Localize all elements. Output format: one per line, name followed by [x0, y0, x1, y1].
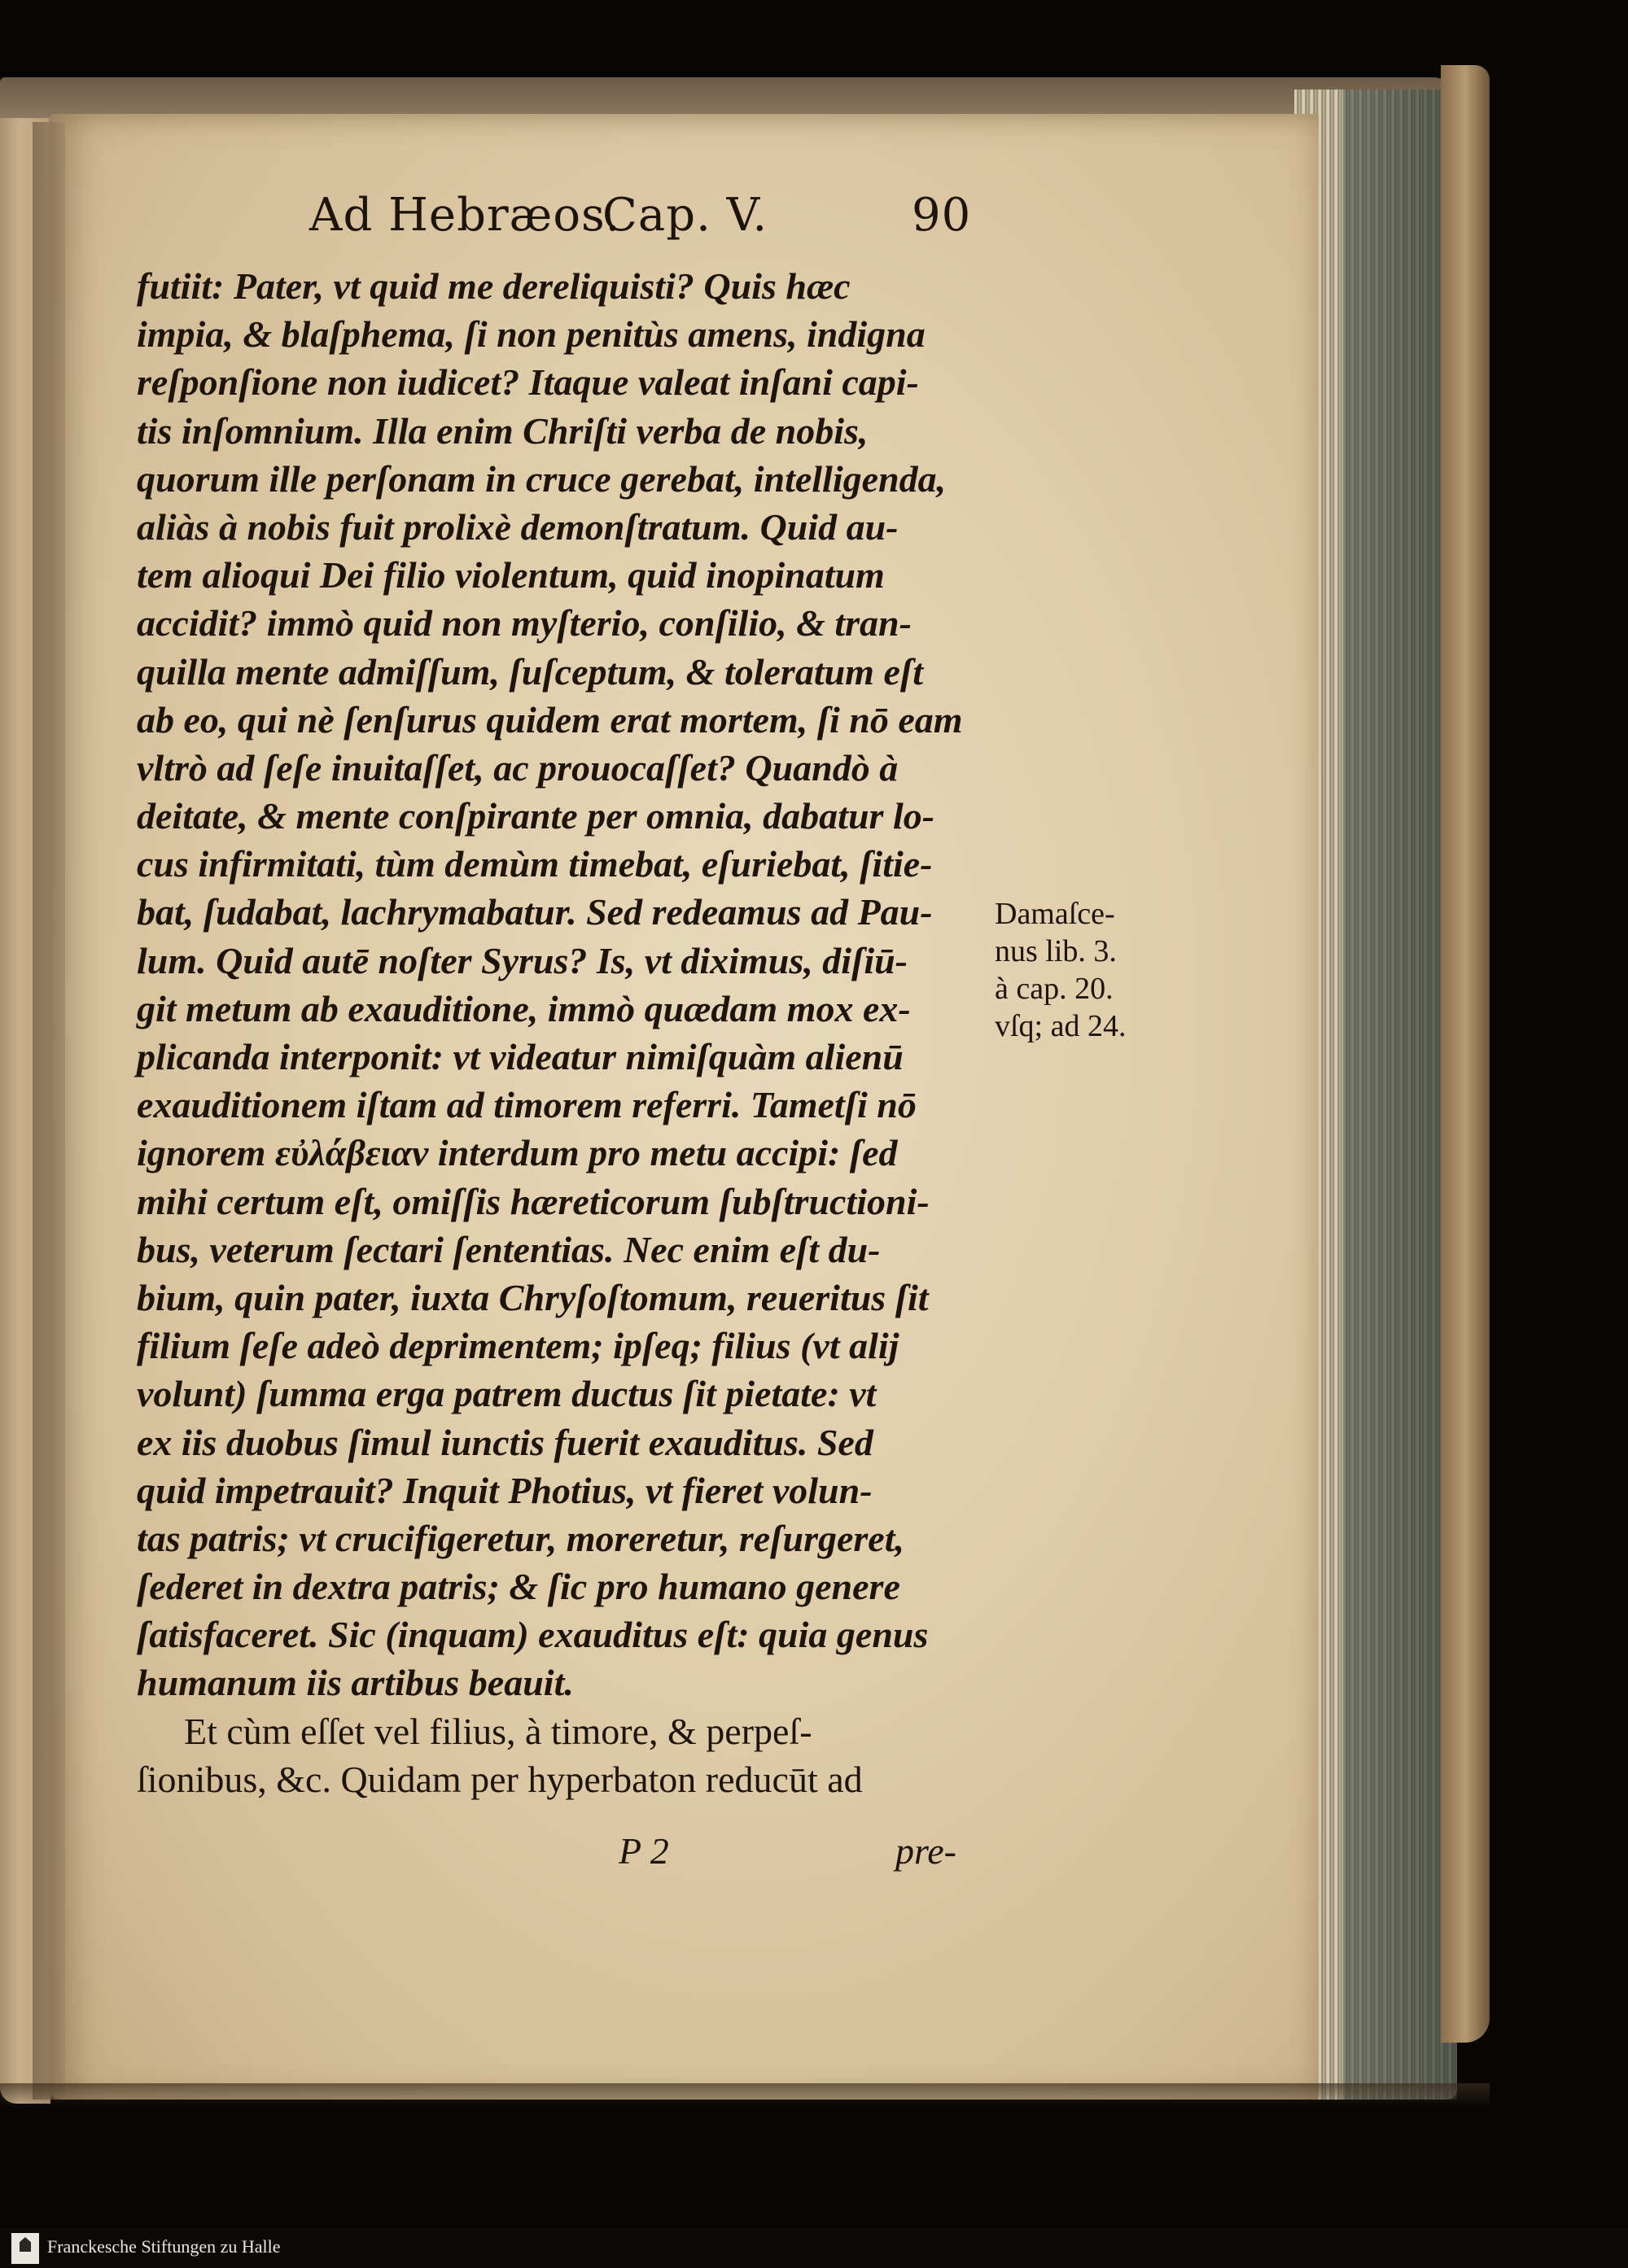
text-line: ſatisfaceret. Sic (inquam) exauditus eſt: quia genus [137, 1614, 929, 1656]
running-head-chapter: Cap. V. [602, 189, 768, 242]
margin-note-line: vſq; ad 24. [995, 1009, 1127, 1043]
text-line: exauditionem iſtam ad timorem referri. Tametſi nō [137, 1084, 917, 1126]
text-line: filium ſeſe adeò deprimentem; ipſeq; filius (vt alij [137, 1325, 899, 1367]
text-line: bat, ſudabat, lachrymabatur. Sed redeamus ad Pau- [137, 891, 933, 933]
text-line: git metum ab exauditione, immò quædam mox ex- [137, 987, 911, 1029]
text-line: accidit? immò quid non myſterio, conſilio, & tran- [137, 602, 912, 645]
running-head [309, 189, 993, 246]
text-line: impia, & blaſphema, ſi non penitùs amens, indigna [137, 313, 926, 356]
page-number: 90 [912, 189, 972, 242]
page-gutter [33, 122, 65, 2100]
text-line: volunt) ſumma erga patrem ductus ſit pietate: vt [137, 1373, 877, 1415]
text-line: reſponſione non iudicet? Itaque valeat inſani capi- [137, 361, 919, 404]
text-line: humanum iis artibus beauit. [137, 1662, 574, 1704]
text-line: tis inſomnium. Illa enim Chriſti verba de nobis, [137, 409, 869, 452]
body-text [137, 262, 983, 1803]
margin-note-line: à cap. 20. [995, 972, 1114, 1006]
margin-note [995, 895, 1174, 1045]
text-line: vltrò ad ſeſe inuitaſſet, ac prouocaſſet? Quandò à [137, 746, 899, 789]
text-line: bus, veterum ſectari ſententias. Nec enim eſt du- [137, 1228, 881, 1270]
text-line: ex iis duobus ſimul iunctis fuerit exauditus. Sed [137, 1421, 873, 1463]
text-line: ab eo, qui nè ſenſurus quidem erat mortem, ſi nō eam [137, 698, 963, 741]
text-line: futiit: Pater, vt quid me dereliquisti? Quis hæc [137, 265, 851, 307]
text-line: Et cùm eſſet vel filius, à timore, & perpeſ- [184, 1710, 812, 1752]
text-line: quid impetrauit? Inquit Photius, vt fieret volun- [137, 1469, 873, 1511]
text-line: ignorem εὐλάβειαν interdum pro metu accipi: ſed [137, 1132, 898, 1174]
text-line: plicanda interponit: vt videatur nimiſquàm alienū [137, 1036, 904, 1077]
text-line: aliàs à nobis fuit prolixè demonſtratum. Quid au- [137, 505, 899, 548]
margin-note-line: nus lib. 3. [995, 934, 1117, 968]
text-line: mihi certum eſt, omiſſis hæreticorum ſubſtructioni- [137, 1180, 930, 1222]
page-fore-edge [1294, 90, 1457, 2100]
text-line: quorum ille perſonam in cruce gerebat, intelligenda, [137, 457, 947, 500]
footer-bar [0, 2228, 1628, 2268]
text-line: cus infirmitati, tùm demùm timebat, eſuriebat, ſitie- [137, 843, 933, 885]
institution-logo-icon [11, 2233, 39, 2264]
text-line: bium, quin pater, iuxta Chryſoſtomum, reueritus ſit [137, 1276, 929, 1318]
margin-note-line: Damaſce- [995, 897, 1115, 931]
book-bottom-shadow [0, 2083, 1490, 2108]
book-cover-edge [1441, 65, 1490, 2043]
text-line: quilla mente admiſſum, ſuſceptum, & toleratum eſt [137, 650, 923, 693]
text-line: tas patris; vt crucifigeretur, moreretur, reſurgeret, [137, 1517, 904, 1559]
text-line: ſederet in dextra patris; & ſic pro humano genere [137, 1566, 900, 1608]
running-head-title: Ad Hebræos. [309, 189, 621, 242]
text-line: ſionibus, &c. Quidam per hyperbaton reducūt ad [137, 1758, 863, 1800]
catchword: pre- [895, 1830, 956, 1872]
text-line: deitate, & mente conſpirante per omnia, dabatur lo- [137, 795, 935, 837]
text-line: lum. Quid autē noſter Syrus? Is, vt diximus, diſiū- [137, 939, 908, 981]
signature-mark: P 2 [619, 1830, 669, 1872]
text-line: tem alioqui Dei filio violentum, quid inopinatum [137, 554, 885, 596]
footer-institution: Franckesche Stiftungen zu Halle [47, 2236, 281, 2257]
